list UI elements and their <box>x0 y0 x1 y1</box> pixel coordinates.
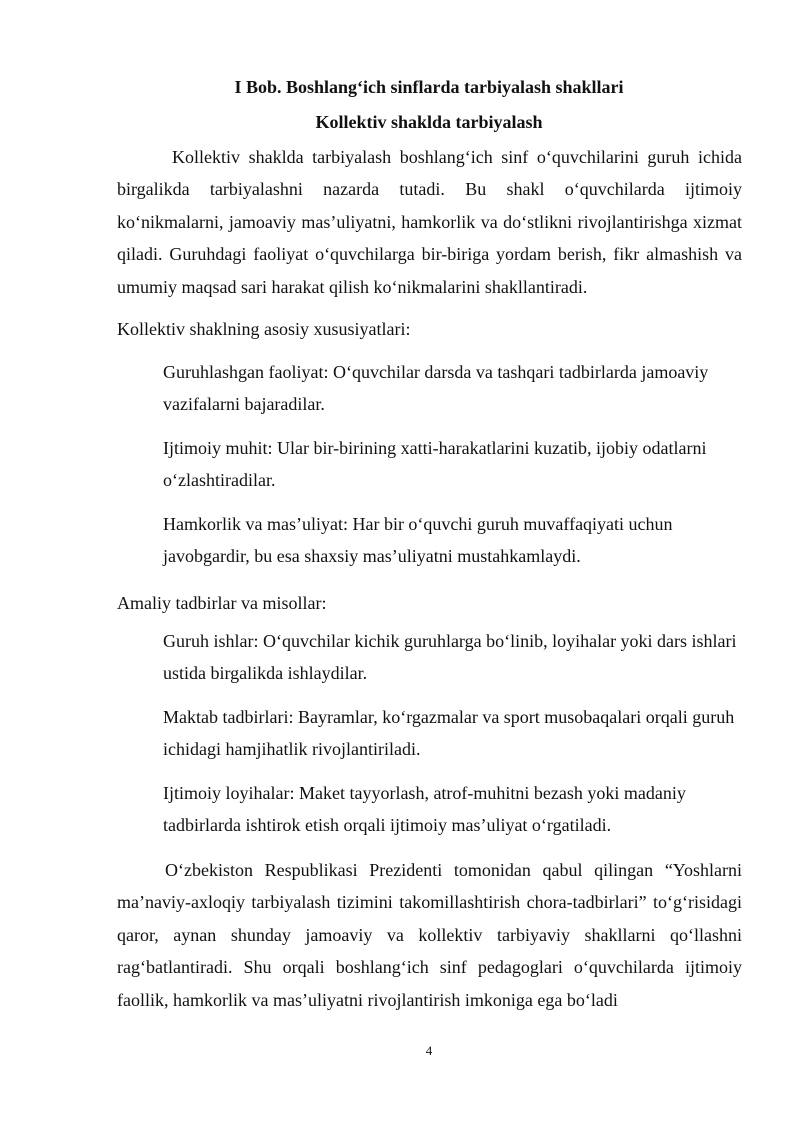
feature-item: Guruhlashgan faoliyat: O‘quvchilar darsda va tashqari tadbirlarda jamoaviy vazifalarni bajaradilar. <box>163 362 709 414</box>
features-label: Kollektiv shaklning asosiy xususiyatlari: <box>117 319 411 339</box>
page-number: 4 <box>425 1043 433 1058</box>
feature-item: Ijtimoiy muhit: Ular bir-birining xatti-harakatlarini kuzatib, ijobiy odatlarni o‘zlashtiradilar. <box>163 438 707 490</box>
intro-paragraph: Kollektiv shaklda tarbiyalash boshlang‘ich sinf o‘quvchilarini guruh ichida birgalikda tarbiyalashni nazarda tutadi. Bu shakl o‘quvchilarda ijtimoiy ko‘nikmalarni, jamoaviy mas’uliyatni, hamkorlik va do‘stlikni rivojlantirishga xizmat qiladi. Guruhdagi faoliyat o‘quvchilarga bir-biriga yordam berish, fikr almashish va umumiy maqsad sari harakat qilish ko‘nikmalarini shakllantiradi. <box>117 147 742 297</box>
closing-paragraph: O‘zbekiston Respublikasi Prezidenti tomonidan qabul qilingan “Yoshlarni ma’naviy-axloqiy tarbiyalash tizimini takomillashtirish chora-tadbirlari” to‘g‘risidagi qaror, aynan shunday jamoaviy va kollektiv tarbiyaviy shakllarni qo‘llashni rag‘batlantiradi. Shu orqali boshlang‘ich sinf pedagoglari o‘quvchilarda ijtimoiy faollik, hamkorlik va mas’uliyatni rivojlantirish imkoniga ega bo‘ladi <box>117 860 742 1010</box>
chapter-title: I Bob. Boshlang‘ich sinflarda tarbiyalash shakllari <box>234 77 624 97</box>
practice-item: Maktab tadbirlari: Bayramlar, ko‘rgazmalar va sport musobaqalari orqali guruh ichidagi hamjihatlik rivojlantiriladi. <box>163 707 735 759</box>
practice-item: Ijtimoiy loyihalar: Maket tayyorlash, atrof-muhitni bezash yoki madaniy tadbirlarda ishtirok etish orqali ijtimoiy mas’uliyat o‘rgatiladi. <box>163 783 686 835</box>
section-title: Kollektiv shaklda tarbiyalash <box>315 112 543 132</box>
practice-item: Guruh ishlar: O‘quvchilar kichik guruhlarga bo‘linib, loyihalar yoki dars ishlari ustida birgalikda ishlaydilar. <box>163 631 737 683</box>
practice-label: Amaliy tadbirlar va misollar: <box>117 593 327 613</box>
feature-item: Hamkorlik va mas’uliyat: Har bir o‘quvchi guruh muvaffaqiyati uchun javobgardir, bu esa shaxsiy mas’uliyatni mustahkamlaydi. <box>163 514 673 566</box>
